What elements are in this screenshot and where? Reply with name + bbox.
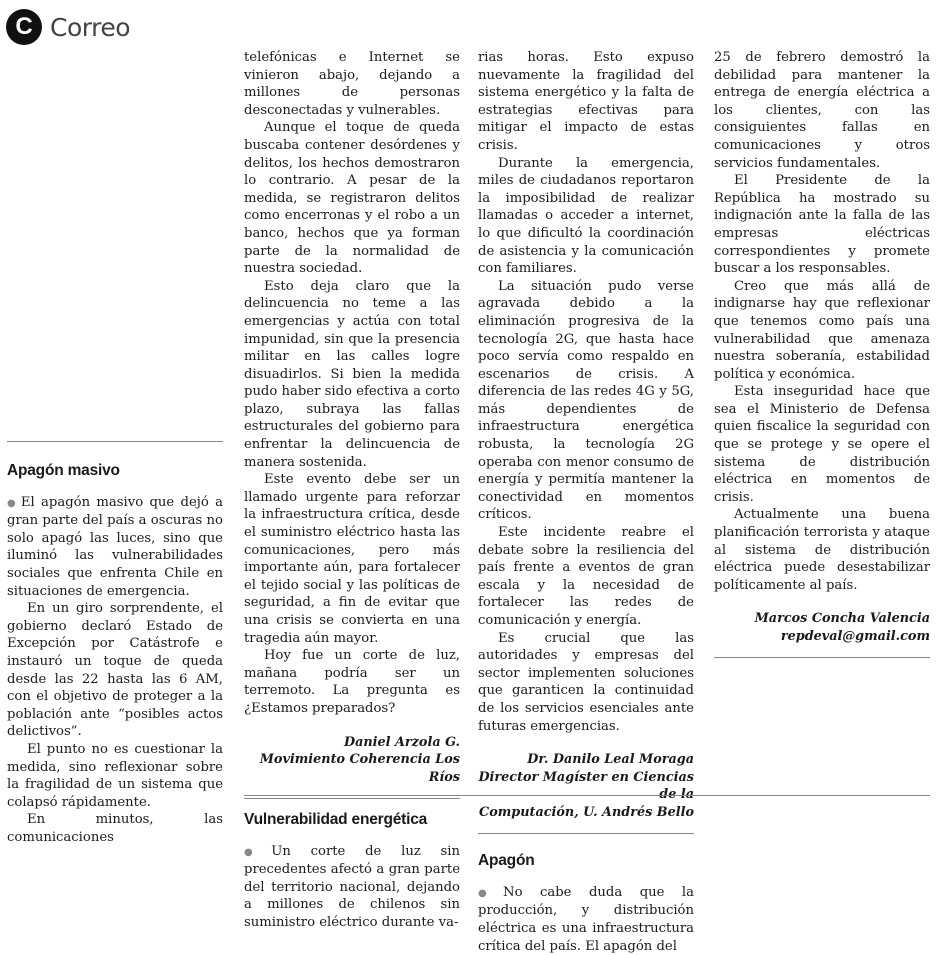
paragraph: El Presidente de la República ha mostrado su indignación ante la falla de las empresas eléctricas correspondientes y promete buscar a los responsables.: [714, 173, 930, 277]
divider: [244, 798, 460, 799]
paragraph: Este incidente reabre el debate sobre la resiliencia del país frente a eventos de gran escala y la necesidad de fortalecer las redes de comunicación y energía.: [478, 525, 694, 628]
paragraph: Esta inseguridad hace que sea el Ministerio de Defensa quien fiscalice la seguridad con que se protege y se opere el sistema de distribución eléctrica en momentos de crisis.: [714, 384, 930, 505]
signature-institution: Computación, U. Andrés Bello: [479, 804, 694, 820]
paragraph: Actualmente una buena planificación terrorista y ataque al sistema de distribución eléctrica puede desestabilizar políticamente al país.: [714, 507, 930, 593]
paragraph: Este evento debe ser un llamado urgente para reforzar la infraestructura crítica, desde el suministro eléctrico hasta las comunicaciones, pero más importante aún, para fortalecer el tejido social y las políticas de seguridad, a fin de evitar que una crisis se convierta en una tragedia aún mayor.: [244, 472, 460, 646]
paragraph: En un giro sorprendente, el gobierno declaró Estado de Excepción por Catástrofe e instauró un toque de queda desde las 22 hasta las 6 AM, con el objetivo de proteger a la población ante “posibles actos delictivos”.: [7, 601, 223, 740]
paragraph: ● No cabe duda que la producción, y distribución eléctrica es una infraestructura crítica del país. El apagón del: [478, 884, 694, 955]
signature-email: repdeval@gmail.com: [780, 628, 930, 644]
signature-name: Daniel Arzola G.: [343, 734, 460, 750]
divider: [7, 441, 223, 442]
paragraph: Esto deja claro que la delincuencia no teme a las emergencias y actúa con total impunidad, sin que la presencia militar en las calles logre disuadirlos. Si bien la medida pudo haber sido efectiva a corto plazo, subraya las fallas estructurales del gobierno para enfrentar la delincuencia de manera sostenida.: [244, 278, 460, 470]
paragraph: ● El apagón masivo que dejó a gran parte del país a oscuras no solo apagó las luces, sino que iluminó las vulnerabilidades sociales que enfrenta Chile en situaciones de emergencia.: [7, 494, 223, 601]
column-1: [7, 441, 223, 846]
section-logo: C: [6, 9, 42, 45]
section-title: Correo: [50, 12, 130, 42]
paragraph: El punto no es cuestionar la medida, sino reflexionar sobre la fragilidad de un sistema que colapsó rápidamente.: [7, 741, 223, 810]
column-2: [244, 49, 460, 932]
section-header: [6, 6, 130, 48]
paragraph: rias horas. Esto expuso nuevamente la fragilidad del sistema energético y la falta de estrategias efectivas para mitigar el impacto de estas crisis.: [478, 50, 694, 153]
signature-affiliation: Movimiento Coherencia Los Ríos: [259, 752, 460, 785]
column-4: [714, 49, 930, 658]
bullet-icon: [7, 495, 21, 510]
paragraph: ● Un corte de luz sin precedentes afectó a gran parte del territorio nacional, dejando a millones de chilenos sin suministro eléctrico durante va-: [244, 843, 460, 932]
paragraph: En minutos, las comunicaciones: [7, 812, 223, 845]
page-bottom-rule: [244, 795, 930, 796]
paragraph: Hoy fue un corte de luz, mañana podría ser un terremoto. La pregunta es ¿Estamos preparados?: [244, 648, 460, 716]
paragraph: Es crucial que las autoridades y empresas del sector implementen soluciones que garanticen la continuidad de los servicios esenciales ante futuras emergencias.: [478, 630, 694, 734]
signature: [714, 610, 930, 645]
letter-title-vulnerabilidad: Vulnerabilidad energética: [244, 811, 428, 829]
signature: [244, 734, 460, 787]
paragraph: Durante la emergencia, miles de ciudadanos reportaron la imposibilidad de realizar llamadas o acceder a internet, lo que dificultó la coordinación de asistencia y la comunicación con familiares.: [478, 155, 694, 277]
bullet-icon: [478, 885, 503, 900]
paragraph: telefónicas e Internet se vinieron abajo, dejando a millones de personas desconectadas y vulnerables.: [244, 50, 460, 118]
paragraph: Aunque el toque de queda buscaba contener desórdenes y delitos, los hechos demostraron lo contrario. A pesar de la medida, se registraron delitos como encerronas y el robo a un banco, hechos que ya forman parte de la normalidad de nuestra sociedad.: [244, 120, 460, 277]
letter-title-apagon-masivo: Apagón masivo: [7, 462, 120, 479]
column-3: [478, 49, 694, 955]
signature: [478, 751, 694, 821]
signature-name: Dr. Danilo Leal Moraga: [527, 752, 694, 768]
paragraph: La situación pudo verse agravada debido a la eliminación progresiva de la tecnología 2G, que hasta hace poco servía como respaldo en escenarios de crisis. A diferencia de las redes 4G y 5G, más dependientes de infraestructura energética robusta, la tecnología 2G operaba con menor consumo de energía y permitía mantener la conectividad en momentos críticos.: [478, 278, 694, 523]
letter-title-apagon: Apagón: [478, 852, 535, 870]
signature-name: Marcos Concha Valencia: [754, 611, 930, 627]
divider: [478, 833, 694, 834]
signature-title: Director Magíster en Ciencias de la: [478, 769, 694, 803]
paragraph: Creo que más allá de indignarse hay que reflexionar que tenemos como país una vulnerabilidad que amenaza nuestra soberanía, estabilidad política y económica.: [714, 278, 930, 382]
bullet-icon: [244, 844, 271, 859]
paragraph: 25 de febrero demostró la debilidad para mantener la entrega de energía eléctrica a los clientes, con las consiguientes fallas en comunicaciones y otros servicios fundamentales.: [714, 50, 930, 171]
divider: [714, 657, 930, 658]
